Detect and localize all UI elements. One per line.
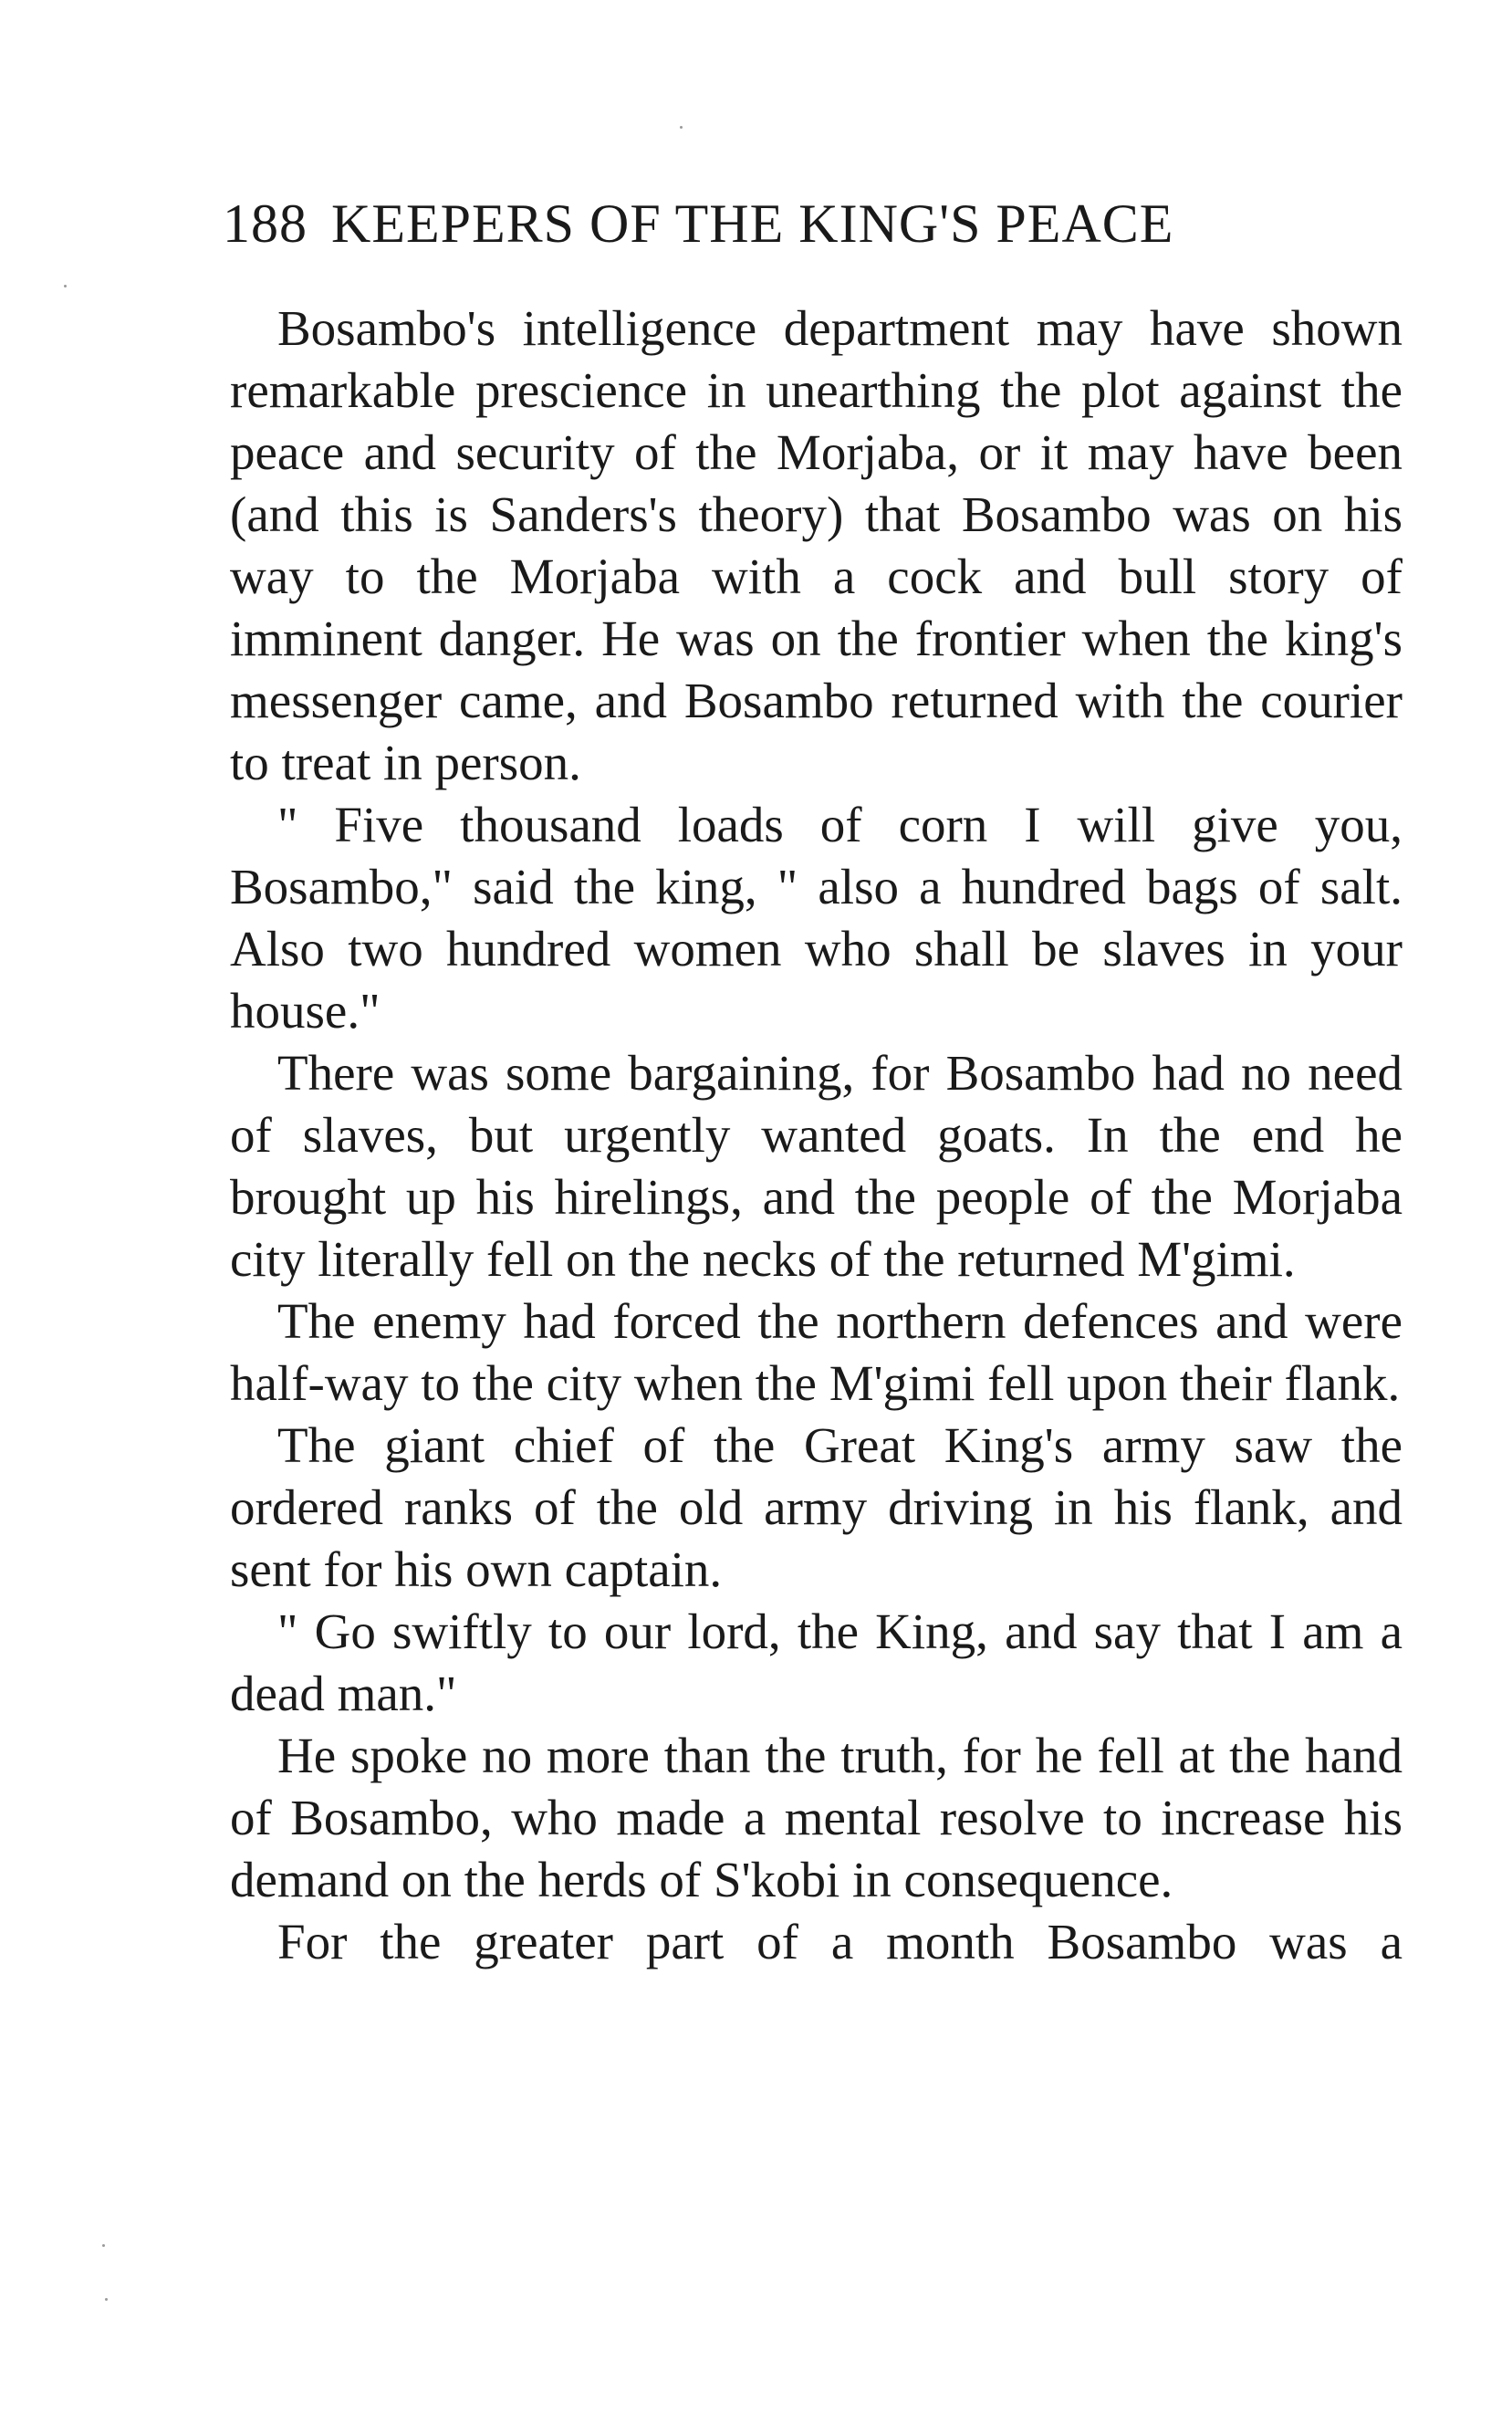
paragraph: " Go swiftly to our lord, the King, and say that I am a dead man." [230, 1604, 1403, 1721]
paragraph: The giant chief of the Great King's army saw the ordered ranks of the old army driving in his flank, and sent for his own captain. [230, 1417, 1403, 1597]
paper-speck [102, 2244, 105, 2247]
running-head [223, 187, 1409, 260]
paragraph: The enemy had forced the northern defences and were half-way to the city when the M'gimi fell upon their flank. [230, 1293, 1403, 1411]
paper-speck [105, 2298, 108, 2301]
paragraph-continued: For the greater part of a month Bosambo was a [277, 1914, 1403, 1969]
paper-speck [64, 285, 67, 287]
body-text [230, 298, 1403, 1973]
running-title: KEEPERS OF THE KING'S PEACE [331, 193, 1174, 254]
paragraph: Bosambo's intelligence department may have shown remarkable prescience in unearthing the plot against the peace and security of the Morjaba, or it may have been (and this is Sanders's theory) that Bosambo was on his way to the Morjaba with a cock and bull story of imminent danger. He was on the frontier when the king's messenger came, and Bosambo returned with the courier to treat in person. [230, 300, 1403, 790]
page-number: 188 [223, 193, 308, 254]
paper-speck [680, 126, 683, 129]
paragraph: There was some bargaining, for Bosambo had no need of slaves, but urgently wanted goats. In the end he brought up his hirelings, and the people of the Morjaba city literally fell on the necks of the returned M'gimi. [230, 1045, 1403, 1287]
paragraph: " Five thousand loads of corn I will give you, Bosambo," said the king, " also a hundred bags of salt. Also two hundred women who shall be slaves in your house." [230, 797, 1403, 1039]
paragraph: He spoke no more than the truth, for he fell at the hand of Bosambo, who made a mental resolve to increase his demand on the herds of S'kobi in consequence. [230, 1728, 1403, 1907]
